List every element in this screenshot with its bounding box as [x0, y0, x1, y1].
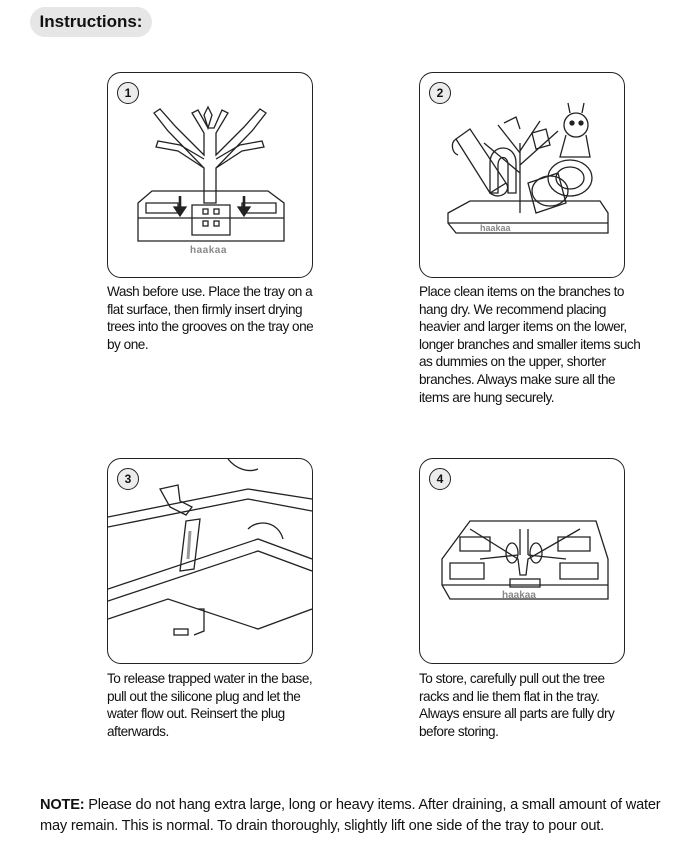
- step-2-badge: 2: [429, 82, 451, 104]
- step-3-badge: 3: [117, 468, 139, 490]
- drain-plug-drawing: [108, 459, 312, 663]
- step-2-caption: Place clean items on the branches to hang dry. We recommend placing heavier and larger items on the lower, longer branches and smaller items such as dummies on the upper, shorter branches. Always make sure all the items are hung securely.: [419, 284, 641, 405]
- step-1-caption: Wash before use. Place the tray on a flat surface, then firmly insert drying trees into the grooves on the tray one by one.: [107, 284, 314, 352]
- step-4-caption: To store, carefully pull out the tree racks and lie them flat in the tray. Always ensure all parts are fully dry before storing.: [419, 671, 615, 739]
- note-label: NOTE:: [40, 797, 85, 813]
- items-hanging-drawing: [420, 73, 624, 277]
- step-3-illustration: [107, 458, 313, 664]
- section-title: Instructions:: [30, 7, 152, 37]
- storage-tray-drawing: [420, 459, 624, 663]
- step-4-badge: 4: [429, 468, 451, 490]
- brand-logo: haakaa: [480, 223, 511, 233]
- step-3-caption: To release trapped water in the base, pull out the silicone plug and let the water flow out. Reinsert the plug afterwards.: [107, 671, 313, 739]
- brand-logo: haakaa: [190, 245, 227, 256]
- brand-logo: haakaa: [502, 590, 536, 601]
- step-2-illustration: [419, 72, 625, 278]
- step-1-illustration: [107, 72, 313, 278]
- step-4-illustration: [419, 458, 625, 664]
- step-1-badge: 1: [117, 82, 139, 104]
- note-paragraph: [40, 795, 672, 836]
- note-text: Please do not hang extra large, long or heavy items. After draining, a small amount of water may remain. This is normal. To drain thoroughly, slightly lift one side of the tray to pour out.: [40, 797, 661, 834]
